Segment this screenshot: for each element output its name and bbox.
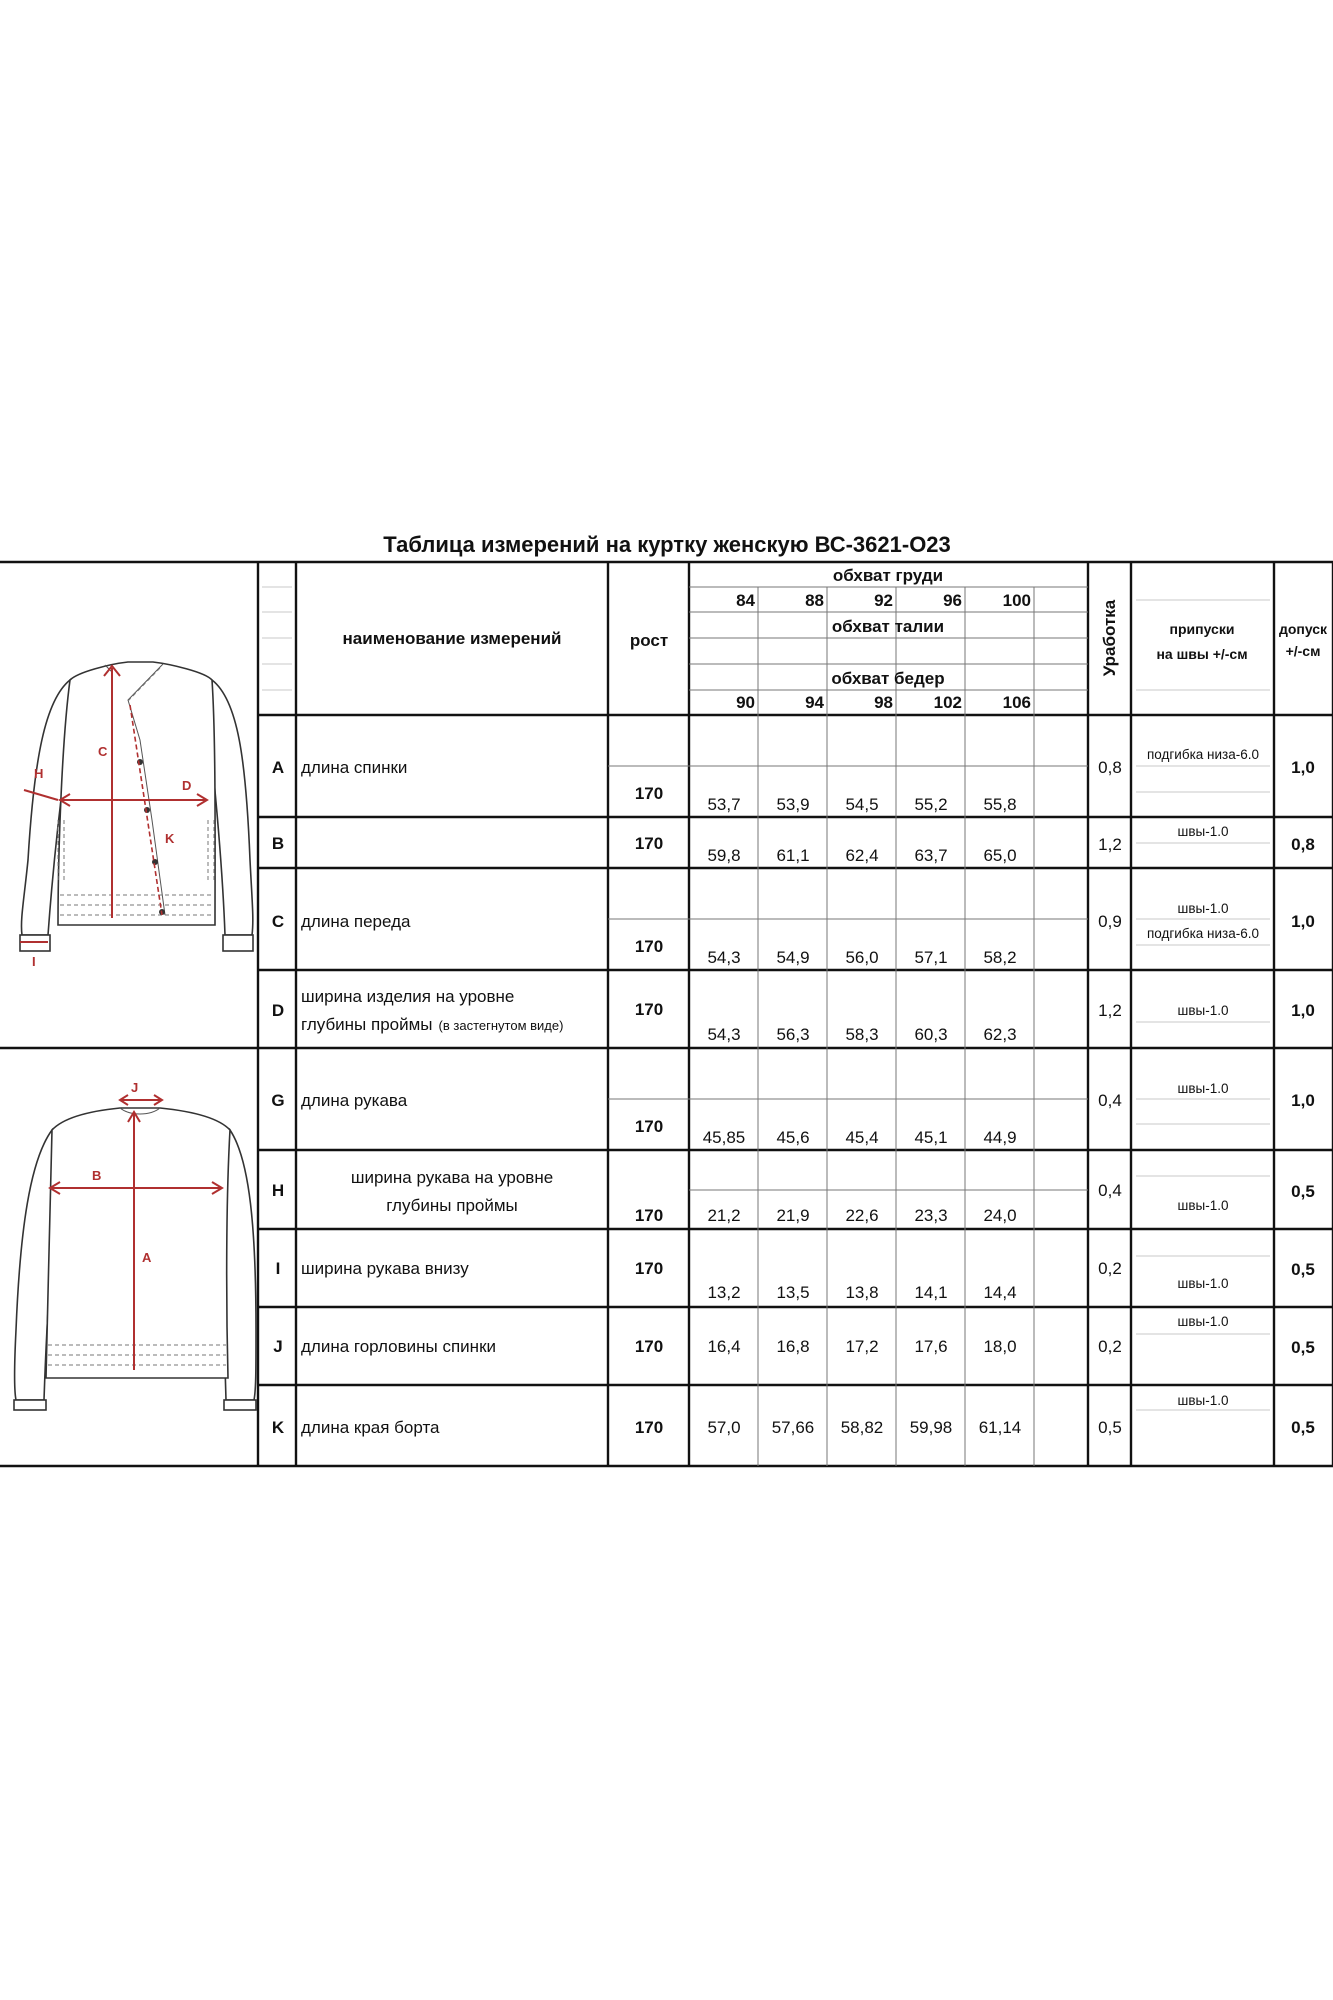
row-value: 14,4 bbox=[983, 1283, 1017, 1302]
row-value: 62,4 bbox=[845, 846, 879, 865]
row-name: длина горловины спинки bbox=[301, 1337, 497, 1356]
row-value: 44,9 bbox=[983, 1128, 1017, 1147]
row-value: 53,9 bbox=[776, 795, 810, 814]
row-key: A bbox=[271, 758, 285, 777]
row-height: 170 bbox=[634, 784, 664, 803]
row-value: 58,82 bbox=[840, 1418, 884, 1437]
diagram-label-front-c: C bbox=[98, 744, 108, 759]
row-value: 57,66 bbox=[771, 1418, 815, 1437]
row-tolerance: 1,0 bbox=[1291, 912, 1315, 931]
row-value: 55,8 bbox=[983, 795, 1017, 814]
row-value: 45,6 bbox=[776, 1128, 810, 1147]
table-row-d bbox=[272, 987, 1315, 1044]
header-height-col: рост bbox=[629, 631, 669, 650]
row-value: 45,1 bbox=[914, 1128, 948, 1147]
row-value: 22,6 bbox=[845, 1206, 879, 1225]
row-value: 17,2 bbox=[845, 1337, 879, 1356]
row-height: 170 bbox=[634, 1337, 664, 1356]
row-allowance: швы-1.0 bbox=[1177, 1081, 1229, 1096]
diagram-label-front-d: D bbox=[182, 778, 192, 793]
row-value: 54,9 bbox=[776, 948, 810, 967]
row-value: 21,2 bbox=[707, 1206, 741, 1225]
row-shrink: 1,2 bbox=[1098, 835, 1122, 854]
page-title: Таблица измерений на куртку женскую ВС-3621-О23 bbox=[383, 532, 951, 557]
header-chest-size-84: 84 bbox=[736, 591, 755, 610]
row-value: 56,3 bbox=[776, 1025, 810, 1044]
row-key: K bbox=[271, 1418, 285, 1437]
header-name-col: наименование измерений bbox=[342, 629, 562, 648]
header-hip-size-102: 102 bbox=[933, 693, 962, 712]
diagram-label-front-i: I bbox=[32, 954, 36, 969]
row-tolerance: 1,0 bbox=[1291, 758, 1315, 777]
row-tolerance: 1,0 bbox=[1291, 1001, 1315, 1020]
row-name-note: (в застегнутом виде) bbox=[438, 1018, 564, 1033]
row-allowance: швы-1.0 bbox=[1177, 1314, 1229, 1329]
row-name-line1: ширина изделия на уровне bbox=[301, 987, 515, 1006]
row-value: 16,8 bbox=[776, 1337, 810, 1356]
header-hip-size-106: 106 bbox=[1002, 693, 1031, 712]
row-value: 61,14 bbox=[978, 1418, 1022, 1437]
row-tolerance: 0,5 bbox=[1291, 1182, 1315, 1201]
row-value: 57,0 bbox=[707, 1418, 741, 1437]
table-row-j bbox=[273, 1314, 1315, 1357]
row-value: 65,0 bbox=[983, 846, 1017, 865]
row-tolerance: 0,5 bbox=[1291, 1260, 1315, 1279]
header-hip-size-90: 90 bbox=[736, 693, 755, 712]
row-height: 170 bbox=[634, 1117, 664, 1136]
row-value: 55,2 bbox=[914, 795, 948, 814]
diagram-label-back-j: J bbox=[131, 1080, 139, 1095]
row-shrink: 0,8 bbox=[1098, 758, 1122, 777]
header-chest-size-88: 88 bbox=[805, 591, 824, 610]
row-key: C bbox=[271, 912, 285, 931]
row-allowance: подгибка низа-6.0 bbox=[1146, 747, 1260, 762]
row-value: 54,3 bbox=[707, 948, 741, 967]
row-value: 59,98 bbox=[909, 1418, 953, 1437]
row-height: 170 bbox=[634, 1418, 664, 1437]
row-value: 17,6 bbox=[914, 1337, 948, 1356]
table-row-k bbox=[272, 1393, 1315, 1437]
row-allowance: швы-1.0 bbox=[1177, 824, 1229, 839]
row-name-line2 bbox=[301, 1015, 563, 1034]
row-value: 14,1 bbox=[914, 1283, 948, 1302]
header-hip-size-94: 94 bbox=[805, 693, 824, 712]
row-value: 16,4 bbox=[707, 1337, 741, 1356]
row-name: длина спинки bbox=[301, 758, 408, 777]
row-height: 170 bbox=[634, 937, 664, 956]
row-value: 21,9 bbox=[776, 1206, 810, 1225]
row-value: 18,0 bbox=[983, 1337, 1017, 1356]
row-value: 13,8 bbox=[845, 1283, 879, 1302]
row-key: J bbox=[273, 1337, 283, 1356]
row-shrink: 0,4 bbox=[1098, 1181, 1122, 1200]
row-tolerance: 0,5 bbox=[1291, 1418, 1315, 1437]
header-allowance-line1: припуски bbox=[1169, 621, 1235, 637]
row-value: 62,3 bbox=[983, 1025, 1017, 1044]
row-value: 63,7 bbox=[914, 846, 948, 865]
row-key: G bbox=[271, 1091, 285, 1110]
row-tolerance: 0,5 bbox=[1291, 1338, 1315, 1357]
header-shrink-col: Уработка bbox=[1100, 599, 1119, 677]
row-shrink: 0,2 bbox=[1098, 1259, 1122, 1278]
header-hip-size-98: 98 bbox=[874, 693, 893, 712]
row-value: 54,3 bbox=[707, 1025, 741, 1044]
table-row-a bbox=[272, 747, 1315, 814]
header-chest-size-92: 92 bbox=[874, 591, 893, 610]
row-value: 45,85 bbox=[702, 1128, 746, 1147]
row-allowance: подгибка низа-6.0 bbox=[1146, 926, 1260, 941]
row-shrink: 0,9 bbox=[1098, 912, 1122, 931]
row-height: 170 bbox=[634, 834, 664, 853]
row-name: ширина рукава внизу bbox=[301, 1259, 469, 1278]
header-allowance-line2: на швы +/-см bbox=[1156, 646, 1248, 662]
row-key: D bbox=[271, 1001, 285, 1020]
table-row-i bbox=[276, 1259, 1315, 1302]
row-value: 58,2 bbox=[983, 948, 1017, 967]
row-value: 61,1 bbox=[776, 846, 810, 865]
row-height: 170 bbox=[634, 1259, 664, 1278]
row-value: 59,8 bbox=[707, 846, 741, 865]
row-allowance: швы-1.0 bbox=[1177, 1393, 1229, 1408]
diagram-label-back-a: A bbox=[142, 1250, 152, 1265]
header-chest-label: обхват груди bbox=[832, 566, 944, 585]
row-key: B bbox=[271, 834, 285, 853]
row-allowance: швы-1.0 bbox=[1177, 1003, 1229, 1018]
row-value: 24,0 bbox=[983, 1206, 1017, 1225]
row-shrink: 0,2 bbox=[1098, 1337, 1122, 1356]
row-shrink: 0,4 bbox=[1098, 1091, 1122, 1110]
header-chest-size-96: 96 bbox=[943, 591, 962, 610]
row-tolerance: 1,0 bbox=[1291, 1091, 1315, 1110]
row-height: 170 bbox=[634, 1000, 664, 1019]
row-value: 53,7 bbox=[707, 795, 741, 814]
header-tolerance-line1: допуск bbox=[1278, 621, 1328, 637]
table-row-c bbox=[272, 901, 1315, 967]
row-value: 57,1 bbox=[914, 948, 948, 967]
row-value: 58,3 bbox=[845, 1025, 879, 1044]
row-key: H bbox=[271, 1181, 285, 1200]
row-allowance: швы-1.0 bbox=[1177, 1276, 1229, 1291]
row-allowance: швы-1.0 bbox=[1177, 1198, 1229, 1213]
header-chest-size-100: 100 bbox=[1002, 591, 1031, 610]
header-waist-label: обхват талии bbox=[831, 617, 945, 636]
front-jacket-diagram bbox=[20, 662, 253, 969]
row-value: 13,5 bbox=[776, 1283, 810, 1302]
row-name-line2-main: глубины проймы bbox=[301, 1015, 433, 1034]
row-value: 54,5 bbox=[845, 795, 879, 814]
row-value: 13,2 bbox=[707, 1283, 741, 1302]
table-row-h bbox=[272, 1168, 1315, 1225]
row-name: длина рукава bbox=[301, 1091, 408, 1110]
row-shrink: 0,5 bbox=[1098, 1418, 1122, 1437]
row-name-line1: ширина рукава на уровне bbox=[350, 1168, 554, 1187]
table-row-b bbox=[272, 824, 1315, 865]
row-name-line2: глубины проймы bbox=[386, 1196, 518, 1215]
header-hips-label: обхват бедер bbox=[831, 669, 945, 688]
back-jacket-diagram bbox=[14, 1080, 256, 1410]
diagram-label-back-b: B bbox=[92, 1168, 102, 1183]
row-value: 45,4 bbox=[845, 1128, 879, 1147]
row-tolerance: 0,8 bbox=[1291, 835, 1315, 854]
row-value: 56,0 bbox=[845, 948, 879, 967]
row-value: 23,3 bbox=[914, 1206, 948, 1225]
header-tolerance-line2: +/-см bbox=[1285, 643, 1321, 659]
diagram-label-front-h: H bbox=[34, 766, 44, 781]
row-name: длина переда bbox=[301, 912, 411, 931]
row-shrink: 1,2 bbox=[1098, 1001, 1122, 1020]
row-allowance: швы-1.0 bbox=[1177, 901, 1229, 916]
diagram-label-front-k: K bbox=[165, 831, 175, 846]
row-height: 170 bbox=[634, 1206, 664, 1225]
row-name: длина края борта bbox=[301, 1418, 440, 1437]
table-row-g bbox=[271, 1081, 1314, 1147]
row-key: I bbox=[275, 1259, 281, 1278]
row-value: 60,3 bbox=[914, 1025, 948, 1044]
